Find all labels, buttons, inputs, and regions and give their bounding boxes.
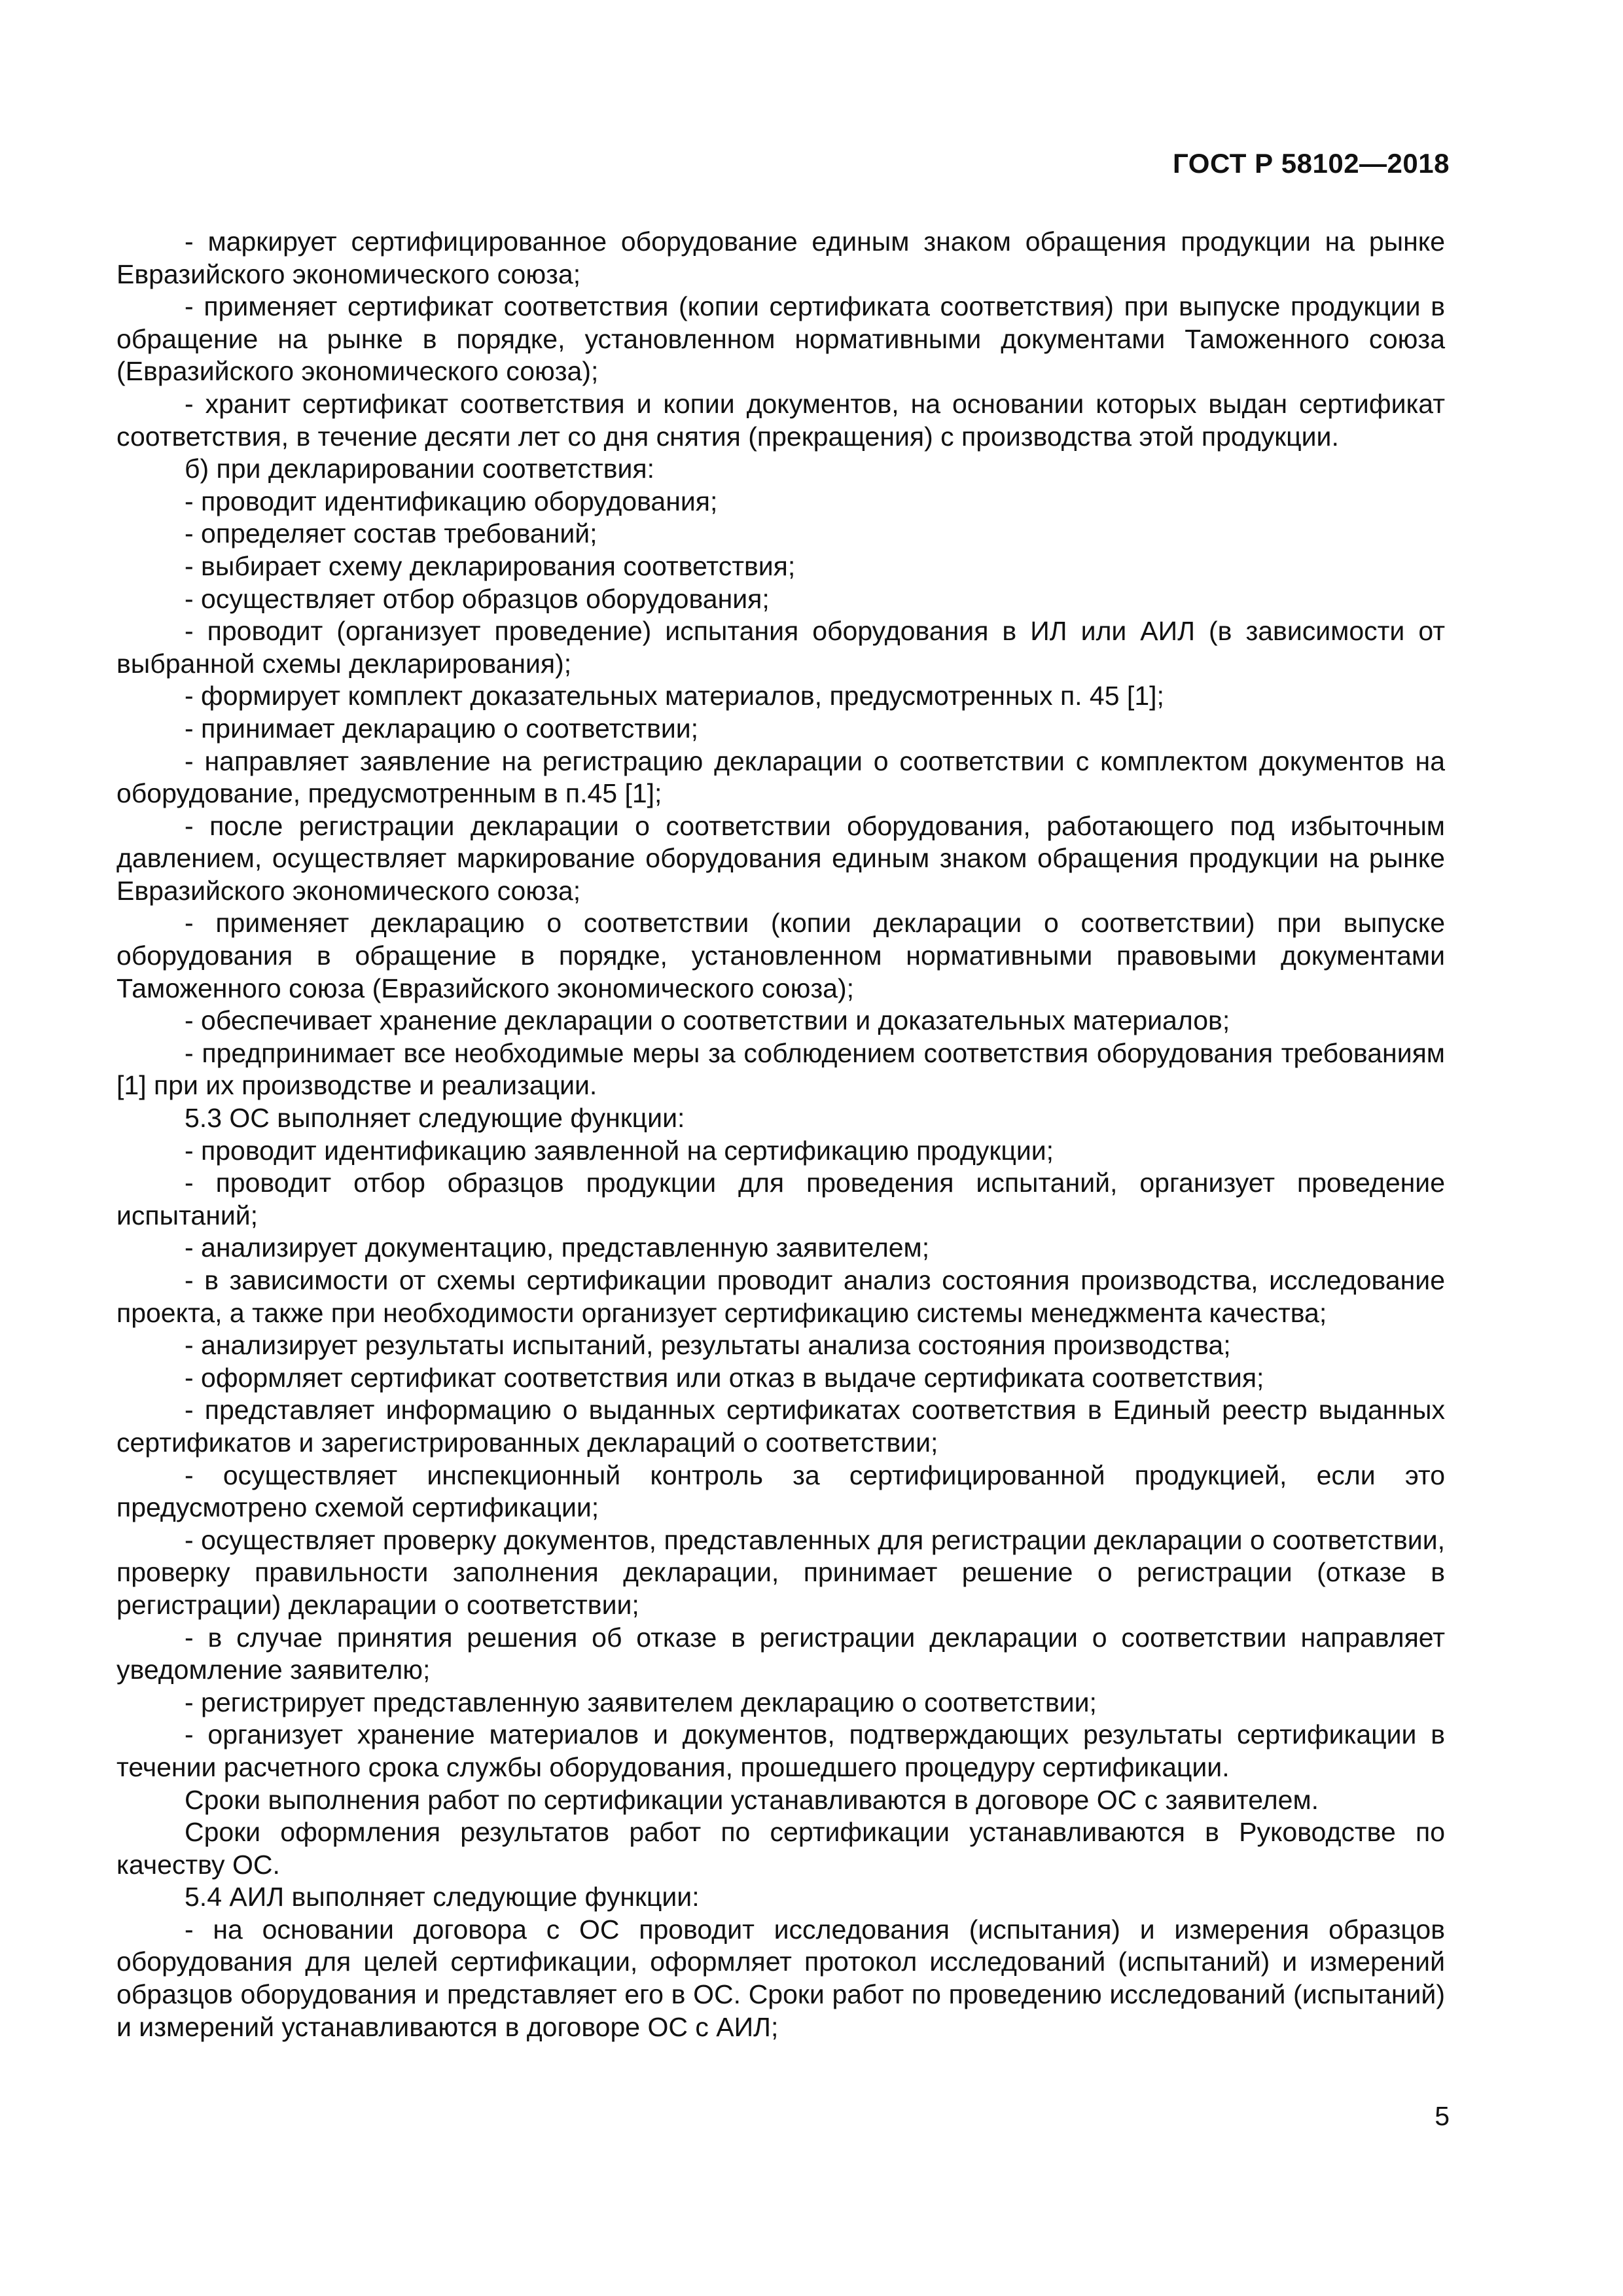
paragraph: - после регистрации декларации о соответствии оборудования, работающего под избыточным давлением, осуществляет маркирование оборудования единым знаком обращения продукции на рынке Евразийского экономического союза; [116,810,1445,906]
paragraph: - проводит (организует проведение) испытания оборудования в ИЛ или АИЛ (в зависимости от выбранной схемы декларирования); [116,616,1445,679]
paragraph: - обеспечивает хранение декларации о соответствии и доказательных материалов; [185,1005,1230,1036]
paragraph: - проводит идентификацию заявленной на сертификацию продукции; [185,1135,1054,1166]
paragraph: Сроки выполнения работ по сертификации устанавливаются в договоре ОС с заявителем. [185,1784,1319,1815]
paragraph: - оформляет сертификат соответствия или отказ в выдаче сертификата соответствия; [185,1362,1264,1393]
paragraph: - принимает декларацию о соответствии; [185,713,699,744]
document-code-header: ГОСТ Р 58102—2018 [1173,148,1450,179]
document-body [116,226,1445,2043]
paragraph: - предпринимает все необходимые меры за соблюдением соответствия оборудования требованиям [1] при их производстве и реализации. [116,1037,1445,1101]
paragraph: - в зависимости от схемы сертификации проводит анализ состояния производства, исследование проекта, а также при необходимости организует сертификацию системы менеджмента качества; [116,1265,1445,1328]
paragraph: - применяет декларацию о соответствии (копии декларации о соответствии) при выпуске оборудования в обращение в порядке, установленном нормативными правовыми документами Таможенного союза (Евразийского экономического союза); [116,908,1445,1003]
paragraph: - организует хранение материалов и документов, подтверждающих результаты сертификации в течении расчетного срока службы оборудования, прошедшего процедуру сертификации. [116,1719,1445,1782]
paragraph: - на основании договора с ОС проводит исследования (испытания) и измерения образцов оборудования для целей сертификации, оформляет протокол исследований (испытаний) и измерений образцов оборудования и представляет его в ОС. Сроки работ по проведению исследований (испытаний) и измерений устанавливаются в договоре ОС с АИЛ; [116,1914,1445,2042]
paragraph: - анализирует результаты испытаний, результаты анализа состояния производства; [185,1330,1231,1361]
paragraph: - формирует комплект доказательных материалов, предусмотренных п. 45 [1]; [185,681,1164,711]
paragraph: - анализирует документацию, представленную заявителем; [185,1232,930,1263]
paragraph: - проводит отбор образцов продукции для проведения испытаний, организует проведение испытаний; [116,1168,1445,1230]
paragraph: - проводит идентификацию оборудования; [185,486,718,516]
paragraph: - в случае принятия решения об отказе в регистрации декларации о соответствии направляет уведомление заявителю; [116,1622,1445,1685]
paragraph: б) при декларировании соответствия: [185,454,655,484]
paragraph: - выбирает схему декларирования соответствия; [185,550,796,581]
paragraph: - определяет состав требований; [185,518,597,549]
paragraph: - применяет сертификат соответствия (копии сертификата соответствия) при выпуске продукции в обращение на рынке в порядке, установленном нормативными документами Таможенного союза (Евразийского экономического союза); [116,291,1445,387]
paragraph: - представляет информацию о выданных сертификатах соответствия в Единый реестр выданных сертификатов и зарегистрированных деклараций о соответствии; [116,1395,1445,1458]
paragraph: - направляет заявление на регистрацию декларации о соответствии с комплектом документов на оборудование, предусмотренным в п.45 [1]; [116,745,1445,809]
paragraph: - хранит сертификат соответствия и копии документов, на основании которых выдан сертификат соответствия, в течение десяти лет со дня снятия (прекращения) с производства этой продукции. [116,388,1445,452]
paragraph: - маркирует сертифицированное оборудование единым знаком обращения продукции на рынке Евразийского экономического союза; [116,226,1445,289]
paragraph: Сроки оформления результатов работ по сертификации устанавливаются в Руководстве по качеству ОС. [116,1817,1445,1880]
page-number: 5 [1435,2101,1450,2131]
paragraph: - осуществляет отбор образцов оборудования; [185,583,770,614]
section-heading: 5.4 АИЛ выполняет следующие функции: [185,1882,700,1912]
paragraph: - регистрирует представленную заявителем декларацию о соответствии; [185,1687,1097,1717]
paragraph: - осуществляет проверку документов, представленных для регистрации декларации о соответствии, проверку правильности заполнения декларации, принимает решение о регистрации (отказе в регистрации) декларации о соответствии; [116,1524,1445,1620]
section-heading: 5.3 ОС выполняет следующие функции: [185,1103,685,1134]
paragraph: - осуществляет инспекционный контроль за сертифицированной продукцией, если это предусмотрено схемой сертификации; [116,1460,1445,1523]
